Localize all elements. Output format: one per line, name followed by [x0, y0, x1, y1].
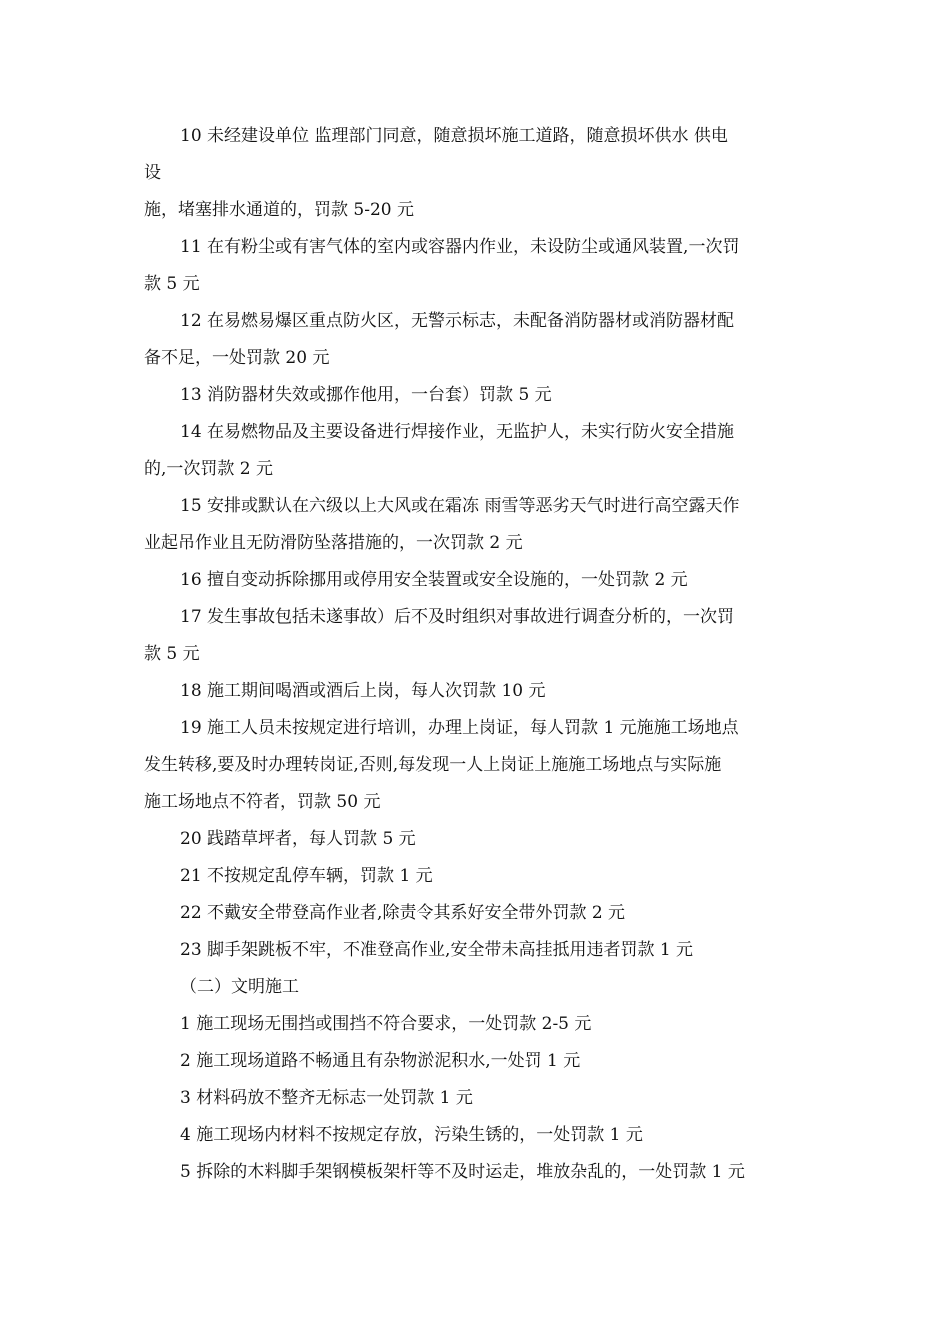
text-line: 12 在易燃易爆区重点防火区，无警示标志，未配备消防器材或消防器材配: [180, 311, 735, 331]
text-line: 15 安排或默认在六级以上大风或在霜冻 雨雪等恶劣天气时进行高空露天作: [180, 496, 740, 516]
text-line: 3 材料码放不整齐无标志一处罚款 1 元: [180, 1088, 473, 1108]
paragraph: [144, 969, 812, 1006]
text-line: 款 5 元: [144, 644, 200, 664]
text-line: 5 拆除的木料脚手架钢模板架杆等不及时运走，堆放杂乱的，一处罚款 1 元: [180, 1162, 745, 1182]
text-line: 施工场地点不符者，罚款 50 元: [144, 792, 381, 812]
paragraph: [144, 710, 812, 821]
paragraph: [144, 858, 812, 895]
paragraph: [144, 229, 812, 303]
text-line: 18 施工期间喝酒或酒后上岗，每人次罚款 10 元: [180, 681, 546, 701]
paragraph: [144, 1154, 812, 1191]
text-line: 11 在有粉尘或有害气体的室内或容器内作业，未设防尘或通风装置,一次罚: [180, 237, 740, 257]
text-line: 14 在易燃物品及主要设备进行焊接作业，无监护人，未实行防火安全措施: [180, 422, 735, 442]
text-line: 发生转移,要及时办理转岗证,否则,每发现一人上岗证上施施工场地点与实际施: [144, 755, 722, 775]
paragraph: [144, 414, 812, 488]
paragraph: [144, 599, 812, 673]
paragraph: [144, 377, 812, 414]
paragraph: [144, 562, 812, 599]
paragraph: [144, 303, 812, 377]
text-line: 款 5 元: [144, 274, 200, 294]
paragraph: [144, 1080, 812, 1117]
text-line: 21 不按规定乱停车辆，罚款 1 元: [180, 866, 433, 886]
paragraph: [144, 1043, 812, 1080]
text-line: 1 施工现场无围挡或围挡不符合要求，一处罚款 2-5 元: [180, 1014, 592, 1034]
paragraph: [144, 932, 812, 969]
text-line: 16 擅自变动拆除挪用或停用安全装置或安全设施的，一处罚款 2 元: [180, 570, 688, 590]
document-body: [144, 118, 812, 1191]
text-line: 设: [144, 163, 161, 183]
text-line: 施，堵塞排水通道的，罚款 5-20 元: [144, 200, 414, 220]
text-line: 业起吊作业且无防滑防坠落措施的，一次罚款 2 元: [144, 533, 523, 553]
text-line: 23 脚手架跳板不牢，不准登高作业,安全带未高挂抵用违者罚款 1 元: [180, 940, 694, 960]
text-line: 的,一次罚款 2 元: [144, 459, 274, 479]
paragraph: [144, 673, 812, 710]
paragraph: [144, 1117, 812, 1154]
paragraph: [144, 821, 812, 858]
paragraph: [144, 118, 812, 229]
paragraph: [144, 1006, 812, 1043]
text-line: 13 消防器材失效或挪作他用，一台套）罚款 5 元: [180, 385, 552, 405]
paragraph: [144, 488, 812, 562]
text-line: （二）文明施工: [180, 977, 299, 997]
text-line: 19 施工人员未按规定进行培训，办理上岗证，每人罚款 1 元施施工场地点: [180, 718, 739, 738]
text-line: 20 践踏草坪者，每人罚款 5 元: [180, 829, 416, 849]
text-line: 10 未经建设单位 监理部门同意，随意损坏施工道路，随意损坏供水 供电: [180, 126, 728, 146]
text-line: 备不足，一处罚款 20 元: [144, 348, 330, 368]
text-line: 17 发生事故包括未遂事故）后不及时组织对事故进行调查分析的，一次罚: [180, 607, 735, 627]
text-line: 2 施工现场道路不畅通且有杂物淤泥积水,一处罚 1 元: [180, 1051, 581, 1071]
paragraph: [144, 895, 812, 932]
text-line: 22 不戴安全带登高作业者,除责令其系好安全带外罚款 2 元: [180, 903, 626, 923]
text-line: 4 施工现场内材料不按规定存放，污染生锈的，一处罚款 1 元: [180, 1125, 643, 1145]
